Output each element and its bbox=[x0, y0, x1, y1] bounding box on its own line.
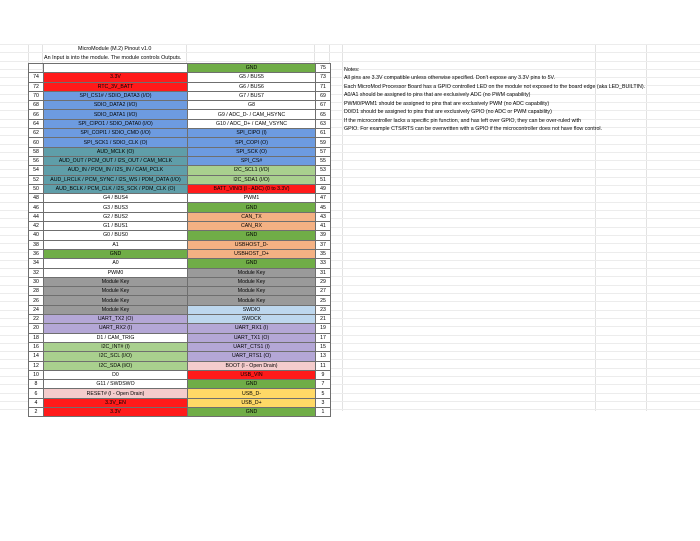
left-pin-label: I2C_SCL (I/O) bbox=[44, 352, 188, 361]
pin-row bbox=[29, 380, 331, 389]
right-pin-number: 45 bbox=[316, 203, 331, 212]
left-pin-label: D1 / CAM_TRIG bbox=[44, 333, 188, 342]
right-pin-label: Module Key bbox=[188, 277, 316, 286]
right-pin-number: 63 bbox=[316, 119, 331, 128]
left-pin-label: I2C_SDA (I/O) bbox=[44, 361, 188, 370]
pin-row bbox=[29, 259, 331, 268]
right-pin-number: 43 bbox=[316, 212, 331, 221]
right-pin-number: 61 bbox=[316, 129, 331, 138]
right-pin-label: USB_D+ bbox=[188, 398, 316, 407]
right-pin-number: 75 bbox=[316, 64, 331, 73]
pin-row bbox=[29, 240, 331, 249]
right-pin-number: 31 bbox=[316, 268, 331, 277]
right-pin-number: 39 bbox=[316, 231, 331, 240]
left-pin-label: G11 / SWDSWO bbox=[44, 380, 188, 389]
right-pin-label: SWDIO bbox=[188, 305, 316, 314]
pin-row bbox=[29, 129, 331, 138]
right-pin-label: GND bbox=[188, 231, 316, 240]
left-pin-number: 52 bbox=[29, 175, 44, 184]
left-pin-label: RTC_3V_BATT bbox=[44, 82, 188, 91]
pin-row bbox=[29, 212, 331, 221]
left-pin-number: 46 bbox=[29, 203, 44, 212]
pin-row bbox=[29, 370, 331, 379]
left-pin-number: 68 bbox=[29, 101, 44, 110]
note-line: D0/D1 should be assigned to pins that are exclusively GPIO (no ADC or PWM capability) bbox=[344, 109, 552, 116]
pin-row bbox=[29, 315, 331, 324]
pin-row bbox=[29, 407, 331, 416]
left-pin-number: 38 bbox=[29, 240, 44, 249]
pinout-table bbox=[28, 63, 331, 417]
right-pin-label: SPI_COPI (O) bbox=[188, 138, 316, 147]
right-pin-label: CAN_TX bbox=[188, 212, 316, 221]
right-pin-number: 47 bbox=[316, 194, 331, 203]
right-pin-number: 27 bbox=[316, 287, 331, 296]
pin-row bbox=[29, 175, 331, 184]
right-pin-label: BOOT (I - Open Drain) bbox=[188, 361, 316, 370]
left-pin-label: GND bbox=[44, 249, 188, 258]
note-line: If the microcontroller lacks a specific pin function, and has left over GPIO, they can be over-ruled with bbox=[344, 117, 581, 124]
pin-row bbox=[29, 268, 331, 277]
right-pin-label: USBHOST_D+ bbox=[188, 249, 316, 258]
left-pin-label: Module Key bbox=[44, 305, 188, 314]
note-line: All pins are 3.3V compatible unless otherwise specified. Don't expose any 3.3V pins to 5V. bbox=[344, 75, 556, 82]
right-pin-label: SPI_CIPO (I) bbox=[188, 129, 316, 138]
right-pin-number: 59 bbox=[316, 138, 331, 147]
left-pin-label: A1 bbox=[44, 240, 188, 249]
right-pin-label: SPI_CS# bbox=[188, 156, 316, 165]
left-pin-label: Module Key bbox=[44, 287, 188, 296]
pin-row bbox=[29, 64, 331, 73]
left-pin-label: G3 / BUS3 bbox=[44, 203, 188, 212]
left-pin-number: 56 bbox=[29, 156, 44, 165]
pin-row bbox=[29, 156, 331, 165]
pin-row bbox=[29, 305, 331, 314]
right-pin-number: 17 bbox=[316, 333, 331, 342]
right-pin-label: GND bbox=[188, 407, 316, 416]
left-pin-number bbox=[29, 64, 44, 73]
left-pin-label: AUD_MCLK (O) bbox=[44, 147, 188, 156]
right-pin-label: USB_D- bbox=[188, 389, 316, 398]
left-pin-number: 54 bbox=[29, 166, 44, 175]
right-pin-label: CAN_RX bbox=[188, 222, 316, 231]
left-pin-number: 16 bbox=[29, 342, 44, 351]
right-pin-label: GND bbox=[188, 380, 316, 389]
right-pin-label: I2C_SCL1 (I/O) bbox=[188, 166, 316, 175]
left-pin-number: 50 bbox=[29, 184, 44, 193]
pin-row bbox=[29, 82, 331, 91]
left-pin-number: 60 bbox=[29, 138, 44, 147]
right-pin-label: G6 / BUS6 bbox=[188, 82, 316, 91]
right-pin-number: 9 bbox=[316, 370, 331, 379]
right-pin-label: G8 bbox=[188, 101, 316, 110]
pin-row bbox=[29, 73, 331, 82]
left-pin-number: 10 bbox=[29, 370, 44, 379]
left-pin-number: 36 bbox=[29, 249, 44, 258]
right-pin-number: 1 bbox=[316, 407, 331, 416]
grid-row-line bbox=[0, 52, 700, 53]
pin-row bbox=[29, 138, 331, 147]
pin-row bbox=[29, 398, 331, 407]
pin-row bbox=[29, 222, 331, 231]
left-pin-number: 42 bbox=[29, 222, 44, 231]
left-pin-label: SPI_CIPO1 / SDIO_DATA0 (I/O) bbox=[44, 119, 188, 128]
notes-block bbox=[344, 66, 645, 134]
left-pin-label: AUD_LRCLK / PCM_SYNC / I2S_WS / PDM_DATA (I/O) bbox=[44, 175, 188, 184]
pin-row bbox=[29, 352, 331, 361]
pin-row bbox=[29, 324, 331, 333]
pin-row bbox=[29, 203, 331, 212]
right-pin-label: Module Key bbox=[188, 296, 316, 305]
left-pin-label bbox=[44, 64, 188, 73]
right-pin-label: I2C_SDA1 (I/O) bbox=[188, 175, 316, 184]
right-pin-number: 73 bbox=[316, 73, 331, 82]
left-pin-number: 26 bbox=[29, 296, 44, 305]
left-pin-label: G0 / BUS0 bbox=[44, 231, 188, 240]
right-pin-number: 29 bbox=[316, 277, 331, 286]
right-pin-label: Module Key bbox=[188, 287, 316, 296]
pin-row bbox=[29, 166, 331, 175]
right-pin-number: 21 bbox=[316, 315, 331, 324]
right-pin-number: 25 bbox=[316, 296, 331, 305]
left-pin-number: 64 bbox=[29, 119, 44, 128]
right-pin-number: 65 bbox=[316, 110, 331, 119]
right-pin-label: PWM1 bbox=[188, 194, 316, 203]
right-pin-label: UART_RX1 (I) bbox=[188, 324, 316, 333]
pin-row bbox=[29, 101, 331, 110]
right-pin-number: 51 bbox=[316, 175, 331, 184]
left-pin-number: 24 bbox=[29, 305, 44, 314]
left-pin-label: SDIO_DATA2 (I/O) bbox=[44, 101, 188, 110]
pin-row bbox=[29, 287, 331, 296]
right-pin-number: 23 bbox=[316, 305, 331, 314]
right-pin-number: 19 bbox=[316, 324, 331, 333]
right-pin-label: GND bbox=[188, 259, 316, 268]
left-pin-number: 72 bbox=[29, 82, 44, 91]
pin-row bbox=[29, 194, 331, 203]
left-pin-number: 12 bbox=[29, 361, 44, 370]
note-line: GPIO. For example CTS/RTS can be overwritten with a GPIO if the microcontroller does not have flow control. bbox=[344, 126, 603, 133]
right-pin-label: G5 / BUS5 bbox=[188, 73, 316, 82]
left-pin-number: 58 bbox=[29, 147, 44, 156]
left-pin-label: 3.3V bbox=[44, 73, 188, 82]
right-pin-label: USB_VIN bbox=[188, 370, 316, 379]
left-pin-number: 62 bbox=[29, 129, 44, 138]
pin-row bbox=[29, 110, 331, 119]
left-pin-label: AUD_OUT / PCM_OUT / I2S_OUT / CAM_MCLK bbox=[44, 156, 188, 165]
left-pin-number: 18 bbox=[29, 333, 44, 342]
left-pin-label: Module Key bbox=[44, 296, 188, 305]
left-pin-label: A0 bbox=[44, 259, 188, 268]
right-pin-number: 7 bbox=[316, 380, 331, 389]
right-pin-number: 15 bbox=[316, 342, 331, 351]
left-pin-number: 34 bbox=[29, 259, 44, 268]
left-pin-label: PWM0 bbox=[44, 268, 188, 277]
right-pin-number: 35 bbox=[316, 249, 331, 258]
right-pin-number: 11 bbox=[316, 361, 331, 370]
left-pin-number: 44 bbox=[29, 212, 44, 221]
pinout-subtitle: An Input is into the module. The module controls Outputs. bbox=[44, 55, 182, 61]
left-pin-label: 3.3V bbox=[44, 407, 188, 416]
right-pin-number: 67 bbox=[316, 101, 331, 110]
left-pin-number: 14 bbox=[29, 352, 44, 361]
right-pin-number: 49 bbox=[316, 184, 331, 193]
pin-row bbox=[29, 342, 331, 351]
note-line: PWM0/PWM1 should be assigned to pins that are exclusively PWM (no ADC capability) bbox=[344, 100, 550, 107]
left-pin-label: RESET# (I - Open Drain) bbox=[44, 389, 188, 398]
right-pin-number: 5 bbox=[316, 389, 331, 398]
notes-heading: Notes: bbox=[344, 67, 360, 73]
pin-row bbox=[29, 231, 331, 240]
left-pin-number: 32 bbox=[29, 268, 44, 277]
left-pin-label: G4 / BUS4 bbox=[44, 194, 188, 203]
right-pin-number: 3 bbox=[316, 398, 331, 407]
pin-row bbox=[29, 333, 331, 342]
left-pin-label: 3.3V_EN bbox=[44, 398, 188, 407]
right-pin-label: SWDCK bbox=[188, 315, 316, 324]
left-pin-number: 74 bbox=[29, 73, 44, 82]
right-pin-label: Module Key bbox=[188, 268, 316, 277]
right-pin-number: 33 bbox=[316, 259, 331, 268]
left-pin-label: SPI_COPI1 / SDIO_CMD (I/O) bbox=[44, 129, 188, 138]
left-pin-number: 28 bbox=[29, 287, 44, 296]
left-pin-number: 40 bbox=[29, 231, 44, 240]
pin-row bbox=[29, 296, 331, 305]
pin-row bbox=[29, 91, 331, 100]
left-pin-number: 6 bbox=[29, 389, 44, 398]
left-pin-number: 30 bbox=[29, 277, 44, 286]
left-pin-label: Module Key bbox=[44, 277, 188, 286]
pin-row bbox=[29, 361, 331, 370]
left-pin-number: 66 bbox=[29, 110, 44, 119]
right-pin-number: 37 bbox=[316, 240, 331, 249]
right-pin-label: G10 / ADC_D+ / CAM_VSYNC bbox=[188, 119, 316, 128]
left-pin-label: AUD_IN / PCM_IN / I2S_IN / CAM_PCLK bbox=[44, 166, 188, 175]
pin-row bbox=[29, 184, 331, 193]
right-pin-number: 57 bbox=[316, 147, 331, 156]
left-pin-label: D0 bbox=[44, 370, 188, 379]
pin-row bbox=[29, 249, 331, 258]
grid-row-line bbox=[0, 61, 700, 62]
right-pin-label: UART_TX1 (O) bbox=[188, 333, 316, 342]
right-pin-label: UART_CTS1 (I) bbox=[188, 342, 316, 351]
left-pin-label: SPI_SCK1 / SDIO_CLK (O) bbox=[44, 138, 188, 147]
left-pin-label: G2 / BUS2 bbox=[44, 212, 188, 221]
left-pin-label: G1 / BUS1 bbox=[44, 222, 188, 231]
left-pin-number: 8 bbox=[29, 380, 44, 389]
pin-row bbox=[29, 277, 331, 286]
left-pin-label: SPI_CS1# / SDIO_DATA3 (I/O) bbox=[44, 91, 188, 100]
right-pin-label: SPI_SCK (O) bbox=[188, 147, 316, 156]
note-line: Each MicroMod Processor Board has a GPIO controlled LED on the module not exposed to the board edge (aka LED_BUILTIN). bbox=[344, 83, 646, 90]
pinout-title: MicroModule (M.2) Pinout v1.0 bbox=[78, 46, 152, 52]
left-pin-label: I2C_INT# (I) bbox=[44, 342, 188, 351]
right-pin-label: GND bbox=[188, 203, 316, 212]
right-pin-number: 53 bbox=[316, 166, 331, 175]
pin-row bbox=[29, 119, 331, 128]
left-pin-label: UART_RX2 (I) bbox=[44, 324, 188, 333]
left-pin-number: 48 bbox=[29, 194, 44, 203]
right-pin-number: 71 bbox=[316, 82, 331, 91]
right-pin-number: 13 bbox=[316, 352, 331, 361]
pin-row bbox=[29, 389, 331, 398]
left-pin-number: 20 bbox=[29, 324, 44, 333]
pin-row bbox=[29, 147, 331, 156]
right-pin-label: G9 / ADC_D- / CAM_HSYNC bbox=[188, 110, 316, 119]
right-pin-number: 55 bbox=[316, 156, 331, 165]
left-pin-number: 70 bbox=[29, 91, 44, 100]
right-pin-label: UART_RTS1 (O) bbox=[188, 352, 316, 361]
right-pin-label: G7 / BUS7 bbox=[188, 91, 316, 100]
right-pin-label: BATT_VIN/3 (I - ADC) (0 to 3.3V) bbox=[188, 184, 316, 193]
right-pin-number: 69 bbox=[316, 91, 331, 100]
right-pin-label: GND bbox=[188, 64, 316, 73]
left-pin-label: UART_TX2 (O) bbox=[44, 315, 188, 324]
left-pin-number: 4 bbox=[29, 398, 44, 407]
left-pin-label: SDIO_DATA1 (I/O) bbox=[44, 110, 188, 119]
right-pin-label: USBHOST_D- bbox=[188, 240, 316, 249]
grid-row-line bbox=[0, 44, 700, 45]
note-line: A0/A1 should be assigned to pins that are exclusively ADC (no PWM capability) bbox=[344, 92, 531, 99]
right-pin-number: 41 bbox=[316, 222, 331, 231]
left-pin-number: 2 bbox=[29, 407, 44, 416]
left-pin-label: AUD_BCLK / PCM_CLK / I2S_SCK / PDM_CLK (O) bbox=[44, 184, 188, 193]
left-pin-number: 22 bbox=[29, 315, 44, 324]
